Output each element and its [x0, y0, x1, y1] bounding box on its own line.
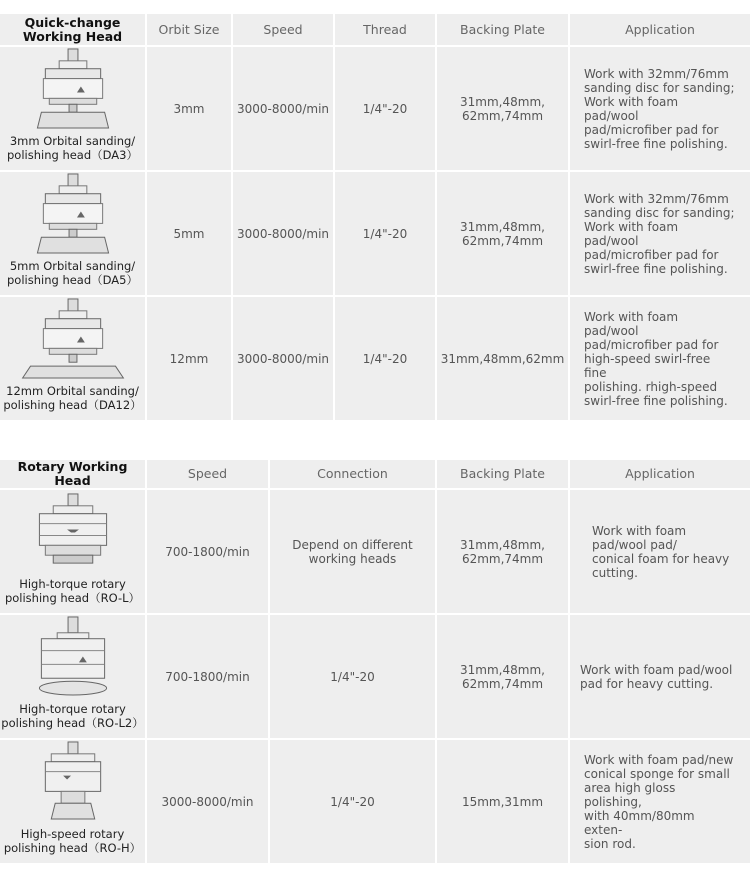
application-value: Work with foam pad/wool pad/microfiber pad for high-speed swirl-free fine polishing. rhigh-speed swirl-free fine polishing. — [570, 297, 750, 420]
product-name: 5mm Orbital sanding/ polishing head（DA5） — [7, 259, 138, 287]
rotary-head-icon — [23, 490, 123, 573]
speed-value: 3000-8000/min — [233, 172, 333, 295]
plate-value: 15mm,31mm — [437, 740, 568, 863]
connection-value: Depend on different working heads — [270, 490, 435, 613]
connection-value: 1/4"-20 — [270, 615, 435, 738]
product-name: 12mm Orbital sanding/ polishing head（DA12） — [3, 384, 142, 412]
thread-value: 1/4"-20 — [335, 297, 435, 420]
header-application: Application — [570, 460, 750, 488]
plate-value: 31mm,48mm, 62mm,74mm — [437, 172, 568, 295]
header-quick-change: Quick-change Working Head — [0, 14, 145, 45]
header-rotary-working-head: Rotary Working Head — [0, 460, 145, 488]
application-value: Work with foam pad/new conical sponge for small area high gloss polishing, with 40mm/80mm exten- sion rod. — [570, 740, 750, 863]
product-name: 3mm Orbital sanding/ polishing head（DA3） — [7, 134, 138, 162]
rotary-head-icon — [23, 740, 123, 823]
plate-value: 31mm,48mm, 62mm,74mm — [437, 490, 568, 613]
orbit-value: 12mm — [147, 297, 231, 420]
speed-value: 3000-8000/min — [233, 47, 333, 170]
plate-value: 31mm,48mm, 62mm,74mm — [437, 47, 568, 170]
speed-value: 3000-8000/min — [147, 740, 268, 863]
header-orbit-size: Orbit Size — [147, 14, 231, 45]
product-cell-ro-h — [0, 740, 145, 863]
product-cell-ro-l2 — [0, 615, 145, 738]
orbit-value: 5mm — [147, 172, 231, 295]
header-application: Application — [570, 14, 750, 45]
thread-value: 1/4"-20 — [335, 172, 435, 295]
rotary-head-icon — [23, 615, 123, 698]
speed-value: 700-1800/min — [147, 490, 268, 613]
product-name: High-speed rotary polishing head（RO-H） — [3, 827, 142, 855]
product-cell-ro-l — [0, 490, 145, 613]
header-speed: Speed — [147, 460, 268, 488]
application-value: Work with foam pad/wool pad/ conical foam for heavy cutting. — [570, 490, 750, 613]
application-value: Work with foam pad/wool pad for heavy cutting. — [570, 615, 750, 738]
header-connection: Connection — [270, 460, 435, 488]
header-backing-plate: Backing Plate — [437, 14, 568, 45]
speed-value: 700-1800/min — [147, 615, 268, 738]
header-backing-plate: Backing Plate — [437, 460, 568, 488]
plate-value: 31mm,48mm,62mm — [437, 297, 568, 420]
orbit-value: 3mm — [147, 47, 231, 170]
product-name: High-torque rotary polishing head（RO-L） — [4, 577, 141, 605]
speed-value: 3000-8000/min — [233, 297, 333, 420]
header-speed: Speed — [233, 14, 333, 45]
application-value: Work with 32mm/76mm sanding disc for sanding; Work with foam pad/wool pad/microfiber pad for swirl-free fine polishing. — [570, 172, 750, 295]
connection-value: 1/4"-20 — [270, 740, 435, 863]
plate-value: 31mm,48mm, 62mm,74mm — [437, 615, 568, 738]
application-value: Work with 32mm/76mm sanding disc for sanding; Work with foam pad/wool pad/microfiber pad for swirl-free fine polishing. — [570, 47, 750, 170]
product-name: High-torque rotary polishing head（RO-L2） — [1, 702, 144, 730]
header-thread: Thread — [335, 14, 435, 45]
thread-value: 1/4"-20 — [335, 47, 435, 170]
